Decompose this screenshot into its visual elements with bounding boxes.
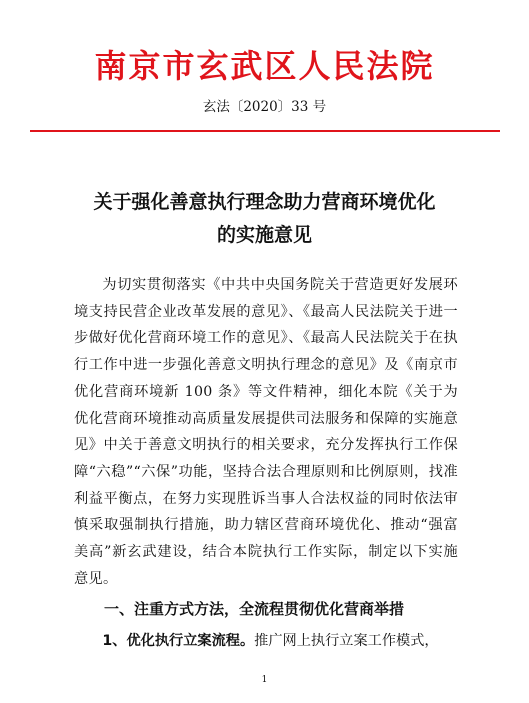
body-text <box>74 272 458 592</box>
title-line-1: 关于强化善意执行理念助力营商环境优化 <box>93 191 436 213</box>
page-number: 1 <box>261 675 268 685</box>
title-line-2: 的实施意见 <box>216 224 312 246</box>
document-number: 玄法〔2020〕33 号 <box>202 99 327 115</box>
red-divider-line <box>30 130 500 132</box>
list-item-1 <box>74 628 474 654</box>
document-title <box>0 186 529 252</box>
intro-paragraph: 为切实贯彻落实《中共中央国务院关于营造更好发展环境支持民营企业改革发展的意见》、《最高人民法院关于进一步做好优化营商环境工作的意见》、《最高人民法院关于在执行工作中进一步强化善意文明执行理念的意见》及《南京市优化营商环境新 100 条》等文件精神，细化本院《关于为优化营商环境推动高质量发展提供司法服务和保障的实施意见》中关于善意文明执行的相关要求，充分发挥执行工作保障“六稳”“六保”功能，坚持合法合理原则和比例原则，找准利益平衡点，在努力实现胜诉当事人合法权益的同时依法审慎采取强制执行措施，助力辖区营商环境优化、推动“强富美高”新玄武建设，结合本院执行工作实际，制定以下实施意见。 <box>74 277 458 587</box>
court-name-header: 南京市玄武区人民法院 <box>94 47 435 85</box>
list-item-1-text: 推广网上执行立案工作模式， <box>254 633 439 649</box>
section-heading-1: 一、注重方式方法，全流程贯彻优化营商举措 <box>104 600 405 618</box>
list-item-1-label: 1、优化执行立案流程。 <box>102 633 255 649</box>
